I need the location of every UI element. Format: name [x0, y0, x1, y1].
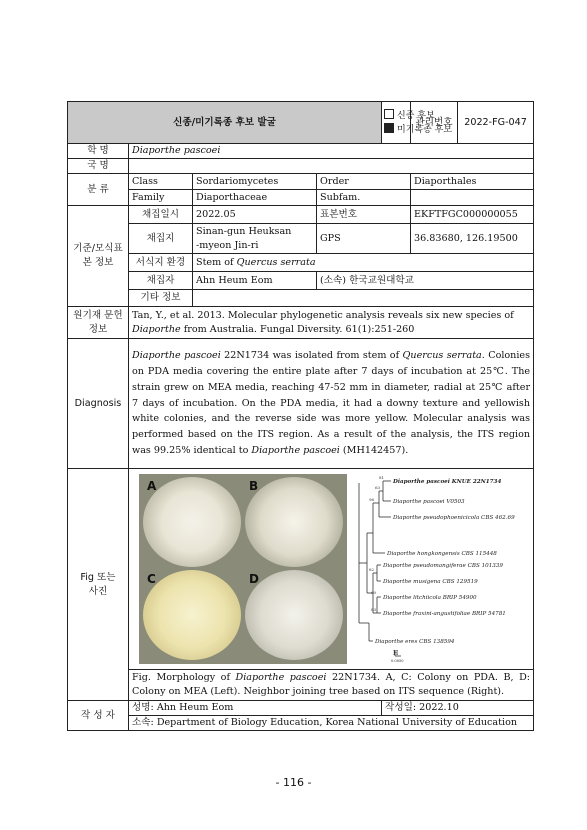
collector-affiliation: (소속) 한국교원대학교 — [317, 272, 534, 290]
author-date: 작성일: 2022.10 — [382, 701, 534, 716]
specimen-number-value: EKFTFGC000000055 — [411, 206, 534, 224]
management-number-value: 2022-FG-047 — [458, 102, 534, 144]
class-label: Class — [129, 174, 193, 190]
scale-bar-label: H — [393, 650, 399, 657]
other-info-value — [193, 290, 534, 307]
bootstrap-4: 82 — [369, 567, 375, 572]
bootstrap-6: 83 — [371, 607, 377, 612]
panel-label-c: C — [147, 572, 156, 586]
form-title: 신종/미기록종 후보 발굴 — [68, 102, 382, 144]
species-report-form — [67, 101, 533, 731]
tree-taxon-5: Diaporthe pseudomangiferae CBS 101339 — [383, 563, 503, 569]
habitat-label: 서식지 환경 — [129, 254, 193, 272]
tree-taxon-4: Diaporthe hongkongensis CBS 115448 — [387, 551, 497, 557]
figure-label: Fig 또는 사진 — [68, 469, 129, 701]
panel-label-a: A — [147, 479, 157, 493]
tree-taxon-6: Diaporthe musigena CBS 129519 — [383, 579, 478, 585]
author-label: 작 성 자 — [68, 701, 129, 731]
taxonomy-label: 분 류 — [68, 174, 129, 206]
collection-date-value: 2022.05 — [193, 206, 317, 224]
tree-taxon-7: Diaporthe litchiicola BRIP 54900 — [383, 595, 477, 601]
diagnosis-label: Diagnosis — [68, 339, 129, 469]
collection-site-label: 채집지 — [129, 224, 193, 254]
panel-label-d: D — [249, 572, 259, 586]
tree-taxon-9: Diaporthe eres CBS 138594 — [375, 639, 455, 645]
specimen-number-label: 표본번호 — [317, 206, 411, 224]
korean-name-label: 국 명 — [68, 159, 129, 174]
gps-label: GPS — [317, 224, 411, 254]
checkbox-empty-icon — [384, 109, 394, 119]
bootstrap-5: 90 — [371, 590, 377, 595]
option-unrecorded-species: 미기록종 후보 — [384, 123, 408, 137]
tree-taxon-3: Diaporthe pseudophoenicicola CBS 462.69 — [393, 515, 515, 521]
collector-value: Ahn Heum Eom — [193, 272, 317, 290]
subfamily-label: Subfam. — [317, 190, 411, 206]
petri-dish-c — [143, 570, 241, 660]
checkbox-filled-icon — [384, 123, 394, 133]
subfamily-value — [411, 190, 534, 206]
family-value: Diaporthaceae — [193, 190, 317, 206]
collector-label: 채집자 — [129, 272, 193, 290]
report-table — [67, 101, 534, 731]
page-number: - 116 - — [275, 776, 312, 789]
management-number-label: 관리번호 — [411, 102, 458, 144]
reference-label: 원기재 문헌 정보 — [68, 307, 129, 339]
figure-panel — [129, 469, 534, 670]
tree-taxon-8: Diaporthe fraxini-angustifoliae BRIP 54781 — [383, 611, 506, 617]
other-info-label: 기타 정보 — [129, 290, 193, 307]
author-name: 성명: Ahn Heum Eom — [129, 701, 382, 716]
colony-photo — [139, 474, 347, 664]
panel-label-b: B — [249, 479, 259, 493]
bootstrap-2: 63 — [375, 485, 381, 490]
order-value: Diaporthales — [411, 174, 534, 190]
bootstrap-3: 96 — [369, 497, 375, 502]
author-affiliation: 소속: Department of Biology Education, Korea National University of Education — [129, 716, 534, 731]
gps-value: 36.83680, 126.19500 — [411, 224, 534, 254]
class-value: Sordariomycetes — [193, 174, 317, 190]
collection-date-label: 채집일시 — [129, 206, 193, 224]
habitat-value: Stem of Quercus serrata — [193, 254, 534, 272]
scientific-name-value: Diaporthe pascoei — [129, 144, 534, 159]
reference-citation: Tan, Y., et al. 2013. Molecular phylogenetic analysis reveals six new species of Diaporthe from Australia. Fungal Diversity. 61(1):251-260 — [129, 307, 534, 339]
scale-bar-value: 0.0050 — [391, 659, 404, 663]
figure-caption: Fig. Morphology of Diaporthe pascoei 22N1734. A, C: Colony on PDA. B, D: Colony on MEA (Left). Neighbor joining tree based on ITS sequence (Right). — [129, 670, 534, 701]
bootstrap-1: 81 — [379, 475, 385, 480]
petri-dish-b — [245, 477, 343, 567]
phylogenetic-tree — [355, 473, 585, 663]
korean-name-value — [129, 159, 534, 174]
tree-taxon-2: Diaporthe pascoei V0503 — [393, 499, 465, 505]
scientific-name-label: 학 명 — [68, 144, 129, 159]
tree-taxon-1: Diaporthe pascoei KNUE 22N1734 — [393, 479, 502, 485]
petri-dish-d — [245, 570, 343, 660]
collection-site-value: Sinan-gun Heuksan -myeon Jin-ri — [193, 224, 317, 254]
specimen-info-label: 기준/모식표 본 정보 — [68, 206, 129, 307]
diagnosis-text: Diaporthe pascoei 22N1734 was isolated from stem of Quercus serrata. Colonies on PDA media covering the entire plate after 7 days of incubation at 25℃. The strain grew on MEA media, reaching 47-52 mm in diameter, radial at 25℃ after 7 days of incubation. On the PDA media, it had a downy texture and yellowish white colonies, and the reverse side was more yellow. Molecular analysis was performed based on the ITS region. As a result of the analysis, the ITS region was 99.25% identical to Diaporthe pascoei (MH142457). — [129, 339, 534, 469]
order-label: Order — [317, 174, 411, 190]
option-new-species: 신종 후보 — [384, 109, 408, 123]
petri-dish-a — [143, 477, 241, 567]
family-label: Family — [129, 190, 193, 206]
